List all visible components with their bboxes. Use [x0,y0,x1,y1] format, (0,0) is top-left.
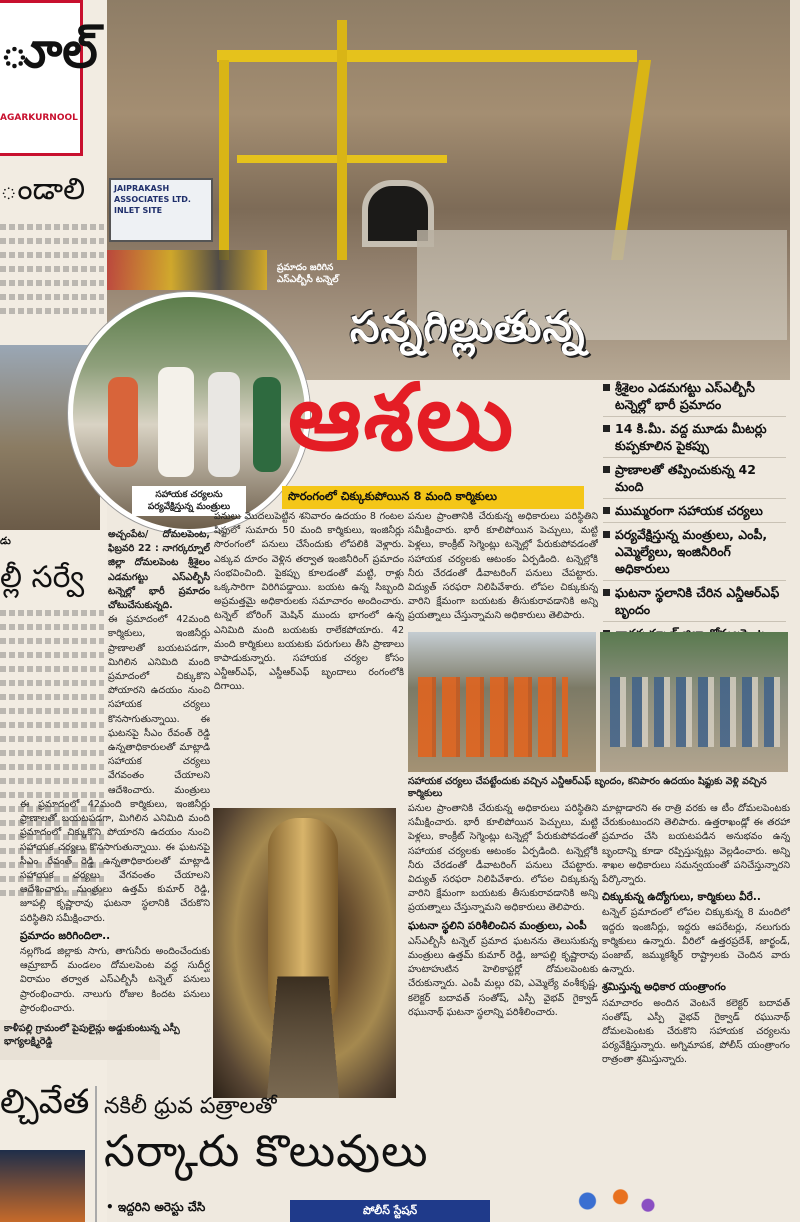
top-photo-caption: ప్రమాదం జరిగిన ఎస్ఎల్బీసీ టన్నెల్ [277,263,339,285]
article-column-3b [408,802,598,1120]
story-headline: ఆశలు [288,364,516,471]
article-subhead: ఘటనా స్థలిని పరిశీలించిన మంత్రులు, ఎంపీ [408,919,587,932]
story-subheadline: సొరంగంలో చిక్కుకుపోయిన 8 మంది కార్మికులు [282,486,584,509]
article-subhead: ప్రమాదం జరిగిందిలా.. [20,929,111,942]
article-subhead: చిక్కుకున్న ఉద్యోగులు, కార్మికులు వీరే.. [602,891,761,904]
article-column-4 [602,802,790,1194]
highlight-item: 14 కి.మీ. వద్ద మూడు మీటర్లు కుప్పకూలిన పైకప్పు [603,417,786,458]
highlight-item: పర్యవేక్షిస్తున్న మంత్రులు, ఎంపీ, ఎమ్మెల్యేలు, ఇంజినీరింగ్ అధికారులు [603,523,786,581]
bottom-kicker: నకిలీ ధ్రువ పత్రాలతో [104,1094,277,1119]
article-column-2 [214,510,404,802]
highlight-item: ఘటనా స్థలానికి చేరిన ఎన్డీఆర్ఎఫ్ బృందం [603,581,786,622]
article-dateline: అచ్చంపేట/ దోమలపెంట, ఫిబ్రవరి 22 : నాగర్కర్నూల్ జిల్లా దోమలపెంట శ్రీశైలం ఎడమగట్టు ఎస్ఎల్బీసీ టన్నెల్లో భారీ ప్రమాదం చోటుచేసుకున్నది. [108,529,210,612]
article-column-1 [108,528,210,798]
article-subhead: శ్రమిస్తున్న అధికార యంత్రాంగం [602,981,726,994]
left-headline-2: ల్లీ సర్వే [0,560,85,595]
ndrf-team-photo [408,632,596,772]
article-body: పనుల ప్రాంతానికి చేరుకున్న అధికారులు పరిస్థితిని సమీక్షించారు. భారీ కూలిపోయిన పెచ్చులు, మట్టి పెళ్లలు, కాంక్రీట్ సెగ్మెంట్లు టన్నెల్లో పేరుకుపోవడంతో సహాయక చర్యలకు ఆటంకం ఏర్పడింది. టన్నెల్లోకి నీరు చేరడంతో డీవాటరింగ్ పనులు చేపట్టారు. విద్యుత్ సరఫరా నిలిపివేశారు. లోపల చిక్కుకున్న వారిని క్షేమంగా బయటకు తీసుకురావడానికి అన్ని ప్రయత్నాలు చేస్తున్నామని అధికారులు తెలిపారు. [408,511,598,622]
workers-photo [600,632,788,772]
logo-glyphs: ూల్ [0,21,98,79]
gantry-crane [217,50,637,62]
left-photo-caption: డు [0,536,11,547]
article-body: పనులు మొదలుపెట్టిన శనివారం ఉదయం 8 గంటల షిఫ్టులో సుమారు 50 మంది కార్మికులు, ఇంజినీర్లు సొరంగంలో పనులు చేసేందుకు లోపలికి వెళ్లారు. ఎక్కువ దూరం వెళ్లిన తర్వాత ఇంజినీరింగ్ ప్రమాదం సంభవించింది. పైకప్పు కూలడంతో మట్టి, రాళ్లు ఒక్కసారిగా విరిగిపడ్డాయి. బయట ఉన్న సిబ్బంది అప్రమత్తమై అధికారులకు సమాచారం అందించారు. టన్నెల్ బోరింగ్ మెషిన్ ముందు భాగంలో ఉన్న ఎనిమిది మంది బయటకు రాలేకపోయారు. 42 మంది కార్మికులు బయటకు పరుగులు తీసి ప్రాణాలు కాపాడుకున్నారు. సహాయక చర్యల కోసం ఎన్డీఆర్ఎఫ్, ఎస్డీఆర్ఎఫ్ బృందాలు రంగంలోకి దిగాయి. [214,511,404,693]
highlight-item: శ్రీశైలం ఎడమగట్టు ఎస్ఎల్బీసీ టన్నెల్లో భారీ ప్రమాదం [603,376,786,417]
left-bottom-photo [0,1150,85,1222]
bottom-right-graphic [560,1180,670,1222]
police-station-badge [290,1200,490,1222]
inset-caption: సహాయక చర్యలను పర్యవేక్షిస్తున్న మంత్రులు [132,486,246,516]
tunnel-interior-photo [213,808,396,1098]
article-column-3 [408,510,598,630]
bottom-bullet-text: ఇద్దరిని అరెస్టు చేసి [117,1200,206,1214]
article-body: మాట్లాడారని ఈ రాత్రి వరకు ఆ టీం దోమలపెంటకు చేరుకుంటుందని తెలిపారు. ఉత్తరాఖండ్లో ఈ తరహా ప్రమాదం చేసి బయటపడిన అనుభవం ఉన్న బృందాన్ని కూడా రప్పిస్తున్నట్లు వెల్లడించారు. అన్ని శాఖల అధికారులు సమన్వయంతో పనిచేస్తున్నారని పేర్కొన్నారు. [602,803,790,886]
site-sign-text: JAIPRAKASH ASSOCIATES LTD. INLET SITE [114,184,191,215]
bottom-headline: సర్కారు కొలువులు [104,1126,429,1177]
article-body: పనుల ప్రాంతానికి చేరుకున్న అధికారులు పరిస్థితిని సమీక్షించారు. భారీ కూలిపోయిన పెచ్చులు, మట్టి పెళ్లలు, కాంక్రీట్ సెగ్మెంట్లు టన్నెల్లో పేరుకుపోవడంతో సహాయక చర్యలకు ఆటంకం ఏర్పడింది. టన్నెల్లోకి నీరు చేరడంతో డీవాటరింగ్ పనులు చేపట్టారు. విద్యుత్ సరఫరా నిలిపివేశారు. లోపల చిక్కుకున్న వారిని క్షేమంగా బయటకు తీసుకురావడానికి అన్ని ప్రయత్నాలు చేస్తున్నామని అధికారులు తెలిపారు. [408,803,598,914]
article-body: సమాచారం అందిన వెంటనే కలెక్టర్ బదావత్ సంతోష్, ఎస్పీ వైభవ్ గైక్వాడ్ రఘునాథ్ దోమలపెంటకు చేరుకొని సహాయక చర్యలను పర్యవేక్షిస్తున్నారు. అగ్నిమాపక, పోలీస్ యంత్రాంగం రాత్రంతా శ్రమిస్తున్నారు. [602,997,790,1066]
rescue-caption: సహాయక చర్యలు చేపట్టేందుకు వచ్చిన ఎన్డీఆర్ఎఫ్ బృందం, కనిపారం ఉదయం షిఫ్టుకు వెళ్లి వచ్చిన కార్మికులు [408,776,767,799]
article-body: ఈ ప్రమాదంలో 42మంది కార్మికులు, ఇంజినీర్లు ప్రాణాలతో బయటపడగా, మిగిలిన ఎనిమిది మంది ప్రమాదంలో చిక్కుకొని పోయారని ఉదయం నుంచి సహాయక చర్యలు కొనసాగుతున్నాయి. ఈ ఘటనపై సీఎం రేవంత్ రెడ్డి ఉన్నతాధికారులతో మాట్లాడి సహాయక చర్యలు వేగవంతం చేయాలని ఆదేశించారు. మంత్రులు [108,614,210,796]
story-kicker: సన్నగిల్లుతున్న [350,302,586,351]
article-body: నల్లగొండ జిల్లాకు సాగు, తాగునీరు అందించేందుకు ఆమ్రాబాద్ మండలం దోమలపెంట వద్ద సుదీర్ఘ విరామం తర్వాత ఎస్ఎల్బీసీ టన్నెల్ పనులు ప్రారంభించారు. నాలుగు రోజుల కిందట పనులు ప్రారంభించారు. [20,946,210,1014]
bottom-story-divider [95,1086,97,1222]
left-bottom-caption: కాళీపల్లి గ్రామంలో పైపులైన్లు అడ్డుకుంటున్న ఎస్పీ భాగ్యలక్ష్మిరెడ్డి [4,1023,180,1047]
site-sign [109,178,213,242]
left-text-1 [0,220,104,315]
highlight-item: ముమ్మరంగా సహాయక చర్యలు [603,499,786,523]
left-headline-3: ల్చివేత [0,1082,90,1122]
article-body: టన్నెల్ ప్రమాదంలో లోపల చిక్కుకున్న 8 మందిలో ఇద్దరు ఇంజినీర్లు, ఇద్దరు ఆపరేటర్లు, నలుగురు కార్మికులు ఉన్నారు. వీరిలో ఉత్తరప్రదేశ్, జార్ఖండ్, పంజాబ్, జమ్ముకశ్మీర్ రాష్ట్రాలకు చెందిన వారు ఉన్నారు. [602,907,790,976]
logo-label: AGARKURNOOL [0,113,78,123]
bottom-bullet [106,1200,205,1217]
article-column-1b [20,798,210,1030]
badge-text: పోలీస్ స్టేషన్ [362,1204,418,1217]
highlights-list [603,376,786,662]
article-body: ఎస్ఎల్బీసీ టన్నెల్ ప్రమాద ఘటనను తెలుసుకున్న మంత్రులు ఉత్తమ్ కుమార్ రెడ్డి, జూపల్లి కృష్ణారావు హుటాహుటిన హెలికాప్టర్లో దోమలపెంటకు చేరుకున్నారు. ఎంపీ మల్లు రవి, ఎమ్మెల్యే వంశీకృష్ణ, కలెక్టర్ బదావత్ సంతోష్, ఎస్పీ వైభవ్ గైక్వాడ్ రఘునాథ్ ఘటనా స్థలాన్ని పరిశీలించారు. [408,935,598,1018]
left-headline-1: ండాలి [0,172,86,207]
article-body: ఈ ప్రమాదంలో 42మంది కార్మికులు, ఇంజినీర్లు ప్రాణాలతో బయటపడగా, మిగిలిన ఎనిమిది మంది ప్రమాదంలో చిక్కుకొని పోయారని ఉదయం నుంచి సహాయక చర్యలు కొనసాగుతున్నాయి. ఈ ఘటనపై సీఎం రేవంత్ రెడ్డి ఉన్నతాధికారులతో మాట్లాడి సహాయక చర్యలు వేగవంతం చేయాలని ఆదేశించారు. మంత్రులు ఉత్తమ్ కుమార్ రెడ్డి, జూపల్లి కృష్ణారావు ఘటనా స్థలానికి చేరుకొని పరిస్థితిని సమీక్షించారు. [20,799,210,924]
newspaper-logo [0,0,98,156]
bullet-dot: • [106,1200,114,1214]
highlight-item: ప్రాణాలతో తప్పించుకున్న 42 మంది [603,458,786,499]
